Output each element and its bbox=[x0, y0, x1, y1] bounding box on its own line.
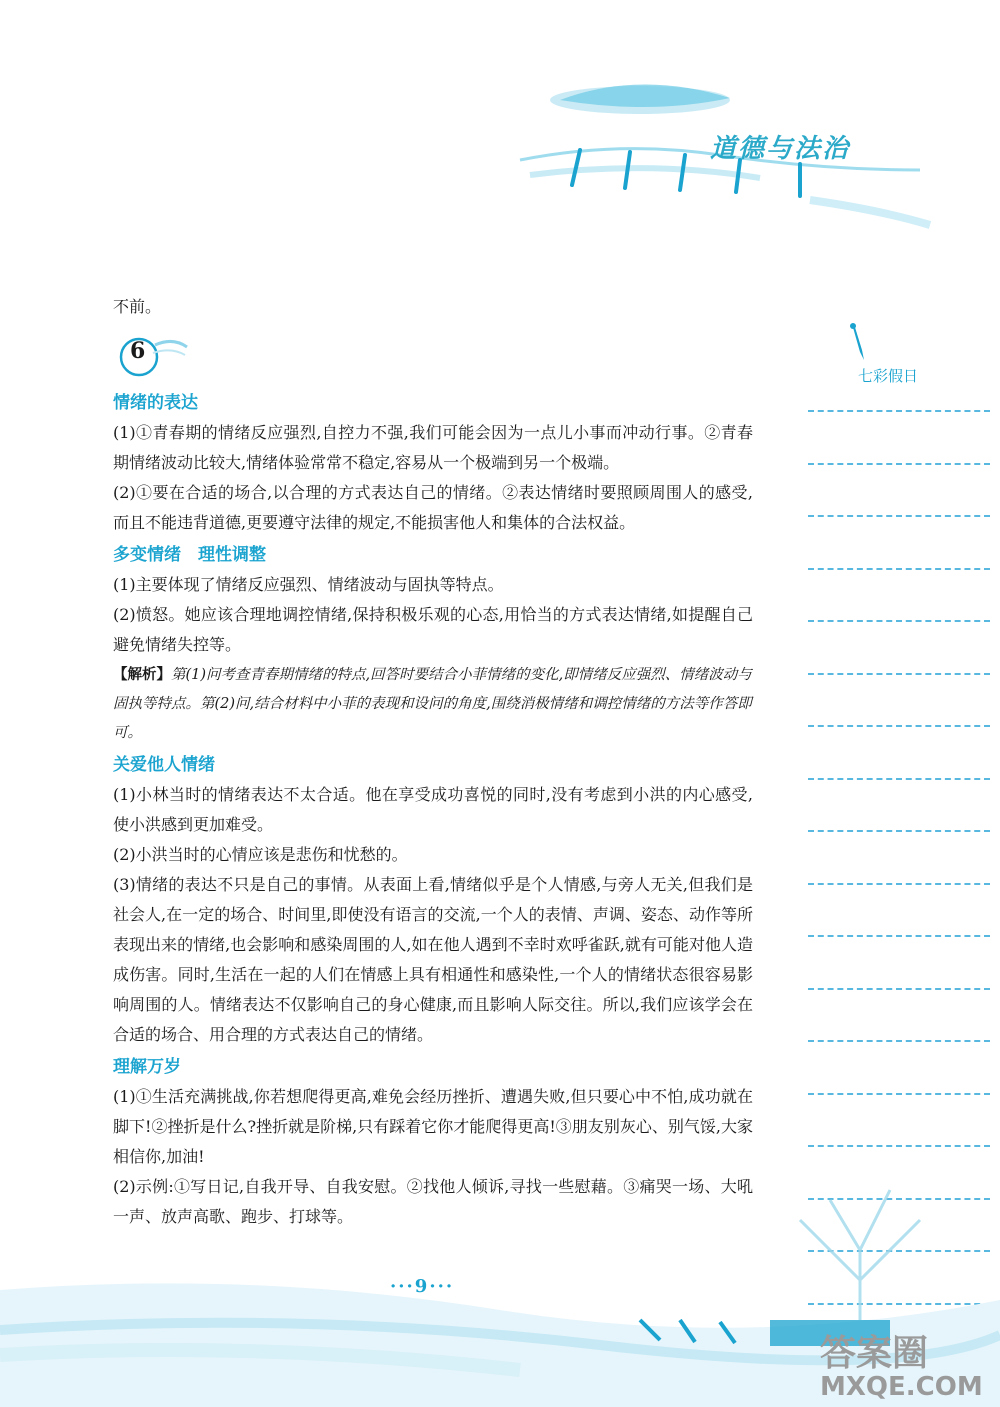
section-heading: 关爱他人情绪 bbox=[113, 755, 215, 775]
analysis-paragraph bbox=[113, 660, 753, 748]
answer-content bbox=[113, 292, 753, 1232]
note-line bbox=[808, 673, 990, 675]
note-line bbox=[808, 1040, 990, 1042]
note-line bbox=[808, 463, 990, 465]
subject-title: 道德与法治 bbox=[710, 134, 851, 164]
intro-fragment: 不前。 bbox=[113, 297, 162, 316]
watermark-url: MXQE.COM bbox=[820, 1372, 983, 1402]
note-line bbox=[808, 935, 990, 937]
analysis-tag: 【解析】 bbox=[113, 666, 171, 683]
note-line bbox=[808, 830, 990, 832]
note-line bbox=[808, 725, 990, 727]
note-line bbox=[808, 1093, 990, 1095]
note-line bbox=[808, 883, 990, 885]
sidebar-label: 七彩假日 bbox=[858, 367, 919, 385]
section-heading: 理解万岁 bbox=[113, 1057, 181, 1077]
section-number: 6 bbox=[130, 338, 146, 364]
section-heading: 多变情绪 理性调整 bbox=[113, 545, 266, 565]
pen-icon bbox=[846, 322, 870, 362]
note-line bbox=[808, 568, 990, 570]
page-number: ···9··· bbox=[390, 1276, 455, 1297]
answer-paragraph: (1)①生活充满挑战,你若想爬得更高,难免会经历挫折、遭遇失败,但只要心中不怕,成功就在脚下!②挫折是什么?挫折就是阶梯,只有踩着它你才能爬得更高!③朋友别灰心、别气馁,大家相信你,加油! bbox=[113, 1087, 753, 1166]
answer-paragraph: (2)①要在合适的场合,以合理的方式表达自己的情绪。②表达情绪时要照顾周围人的感受,而且不能违背道德,更要遵守法律的规定,不能损害他人和集体的合法权益。 bbox=[113, 483, 753, 532]
answer-paragraph: (2)愤怒。她应该合理地调控情绪,保持积极乐观的心态,用恰当的方式表达情绪,如提醒自己避免情绪失控等。 bbox=[113, 605, 753, 654]
note-line bbox=[808, 620, 990, 622]
watermark-logo: 答案圈 bbox=[820, 1333, 929, 1374]
note-line bbox=[808, 1145, 990, 1147]
note-line bbox=[808, 410, 990, 412]
note-line bbox=[808, 778, 990, 780]
answer-paragraph: (1)小林当时的情绪表达不太合适。他在享受成功喜悦的同时,没有考虑到小洪的内心感受,使小洪感到更加难受。 bbox=[113, 785, 753, 834]
answer-paragraph: (2)示例:①写日记,自我开导、自我安慰。②找他人倾诉,寻找一些慰藉。③痛哭一场、大吼一声、放声高歌、跑步、打球等。 bbox=[113, 1177, 753, 1226]
section-heading: 情绪的表达 bbox=[113, 393, 198, 413]
note-line bbox=[808, 515, 990, 517]
answer-paragraph: (3)情绪的表达不只是自己的事情。从表面上看,情绪似乎是个人情感,与旁人无关,但我们是社会人,在一定的场合、时间里,即使没有语言的交流,一个人的表情、声调、姿态、动作等所表现出来的情绪,也会影响和感染周围的人,如在他人遇到不幸时欢呼雀跃,就有可能对他人造成伤害。同时,生活在一起的人们在情感上具有相通性和感染性,一个人的情绪状态很容易影响周围的人。情绪表达不仅影响自己的身心健康,而且影响人际交往。所以,我们应该学会在合适的场合、用合理的方式表达自己的情绪。 bbox=[113, 875, 753, 1044]
answer-paragraph: (2)小洪当时的心情应该是悲伤和忧愁的。 bbox=[113, 845, 408, 864]
note-line bbox=[808, 988, 990, 990]
analysis-text: 第(1)问考查青春期情绪的特点,回答时要结合小菲情绪的变化,即情绪反应强烈、情绪波动与固执等特点。第(2)问,结合材料中小菲的表现和设问的角度,围绕消极情绪和调控情绪的方法等作答即可。 bbox=[113, 667, 752, 741]
answer-paragraph: (1)主要体现了情绪反应强烈、情绪波动与固执等特点。 bbox=[113, 575, 504, 594]
answer-paragraph: (1)①青春期的情绪反应强烈,自控力不强,我们可能会因为一点儿小事而冲动行事。②青春期情绪波动比较大,情绪体验常常不稳定,容易从一个极端到另一个极端。 bbox=[113, 423, 753, 472]
